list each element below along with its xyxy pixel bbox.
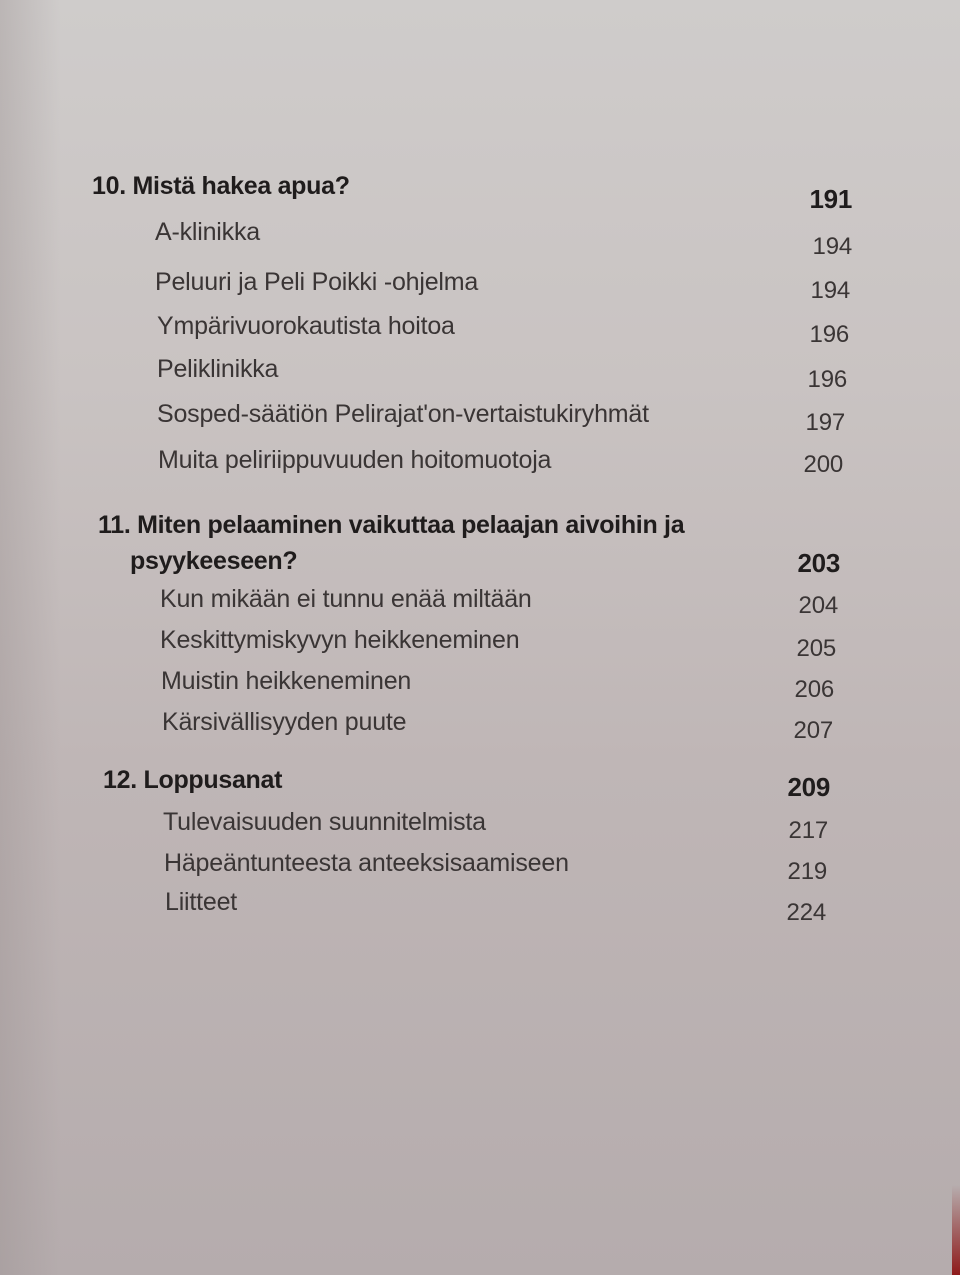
chapter-11-page-row: [780, 548, 840, 579]
section-entry: [157, 312, 849, 348]
chapter-title-line-2: psyykeeseen?: [130, 547, 298, 575]
page-number: 197: [805, 409, 845, 436]
page-number: 191: [809, 184, 852, 214]
section-entry: [155, 268, 850, 304]
page-number: 217: [788, 817, 828, 844]
section-title: Kärsivällisyyden puute: [162, 708, 407, 736]
chapter-10-entry: [92, 170, 852, 214]
section-title: Muita peliriippuvuuden hoitomuotoja: [158, 446, 552, 474]
section-title: Peliklinikka: [157, 355, 279, 383]
page-number: 219: [787, 858, 827, 885]
section-title: Häpeäntunteesta anteeksisaamiseen: [164, 849, 569, 877]
section-title: Liitteet: [165, 888, 238, 916]
page-shadow: [0, 0, 60, 1275]
section-title: Tulevaisuuden suunnitelmista: [163, 808, 486, 836]
page-number: 194: [810, 277, 850, 304]
chapter-title: 10. Mistä hakea apua?: [92, 172, 350, 200]
page-number: 206: [794, 676, 834, 703]
section-entry: [165, 888, 826, 926]
chapter-title-line-1: 11. Miten pelaaminen vaikuttaa pelaajan aivoihin ja: [98, 511, 685, 539]
section-title: Muistin heikkeneminen: [161, 667, 412, 695]
page-number: 205: [796, 635, 836, 662]
section-entry: [160, 626, 836, 662]
section-entry: [162, 708, 833, 744]
section-title: Kun mikään ei tunnu enää miltään: [160, 585, 532, 613]
page-number: 203: [797, 548, 840, 578]
section-title: Keskittymiskyvyn heikkeneminen: [160, 626, 520, 654]
section-entry: [164, 849, 827, 885]
chapter-12-entry: [103, 764, 830, 802]
section-entry: [158, 446, 843, 478]
chapter-title: 12. Loppusanat: [103, 766, 283, 794]
page-number: 209: [787, 772, 830, 802]
page-number: 196: [809, 321, 849, 348]
section-entry: [160, 585, 838, 619]
page-number: 200: [803, 451, 843, 478]
section-entry: [161, 667, 834, 703]
section-title: Ympärivuorokautista hoitoa: [157, 312, 455, 340]
chapter-11-title: [98, 507, 684, 579]
section-entry: [155, 218, 852, 260]
page-number: 194: [812, 233, 852, 260]
book-cover-edge: [952, 1185, 960, 1275]
section-entry: [163, 808, 828, 844]
section-entry: [157, 355, 847, 393]
section-title: Sosped-säätiön Pelirajat'on-vertaistukiryhmät: [157, 400, 649, 428]
section-title: A-klinikka: [155, 218, 260, 246]
section-title: Peluuri ja Peli Poikki -ohjelma: [155, 268, 479, 296]
section-entry: [157, 400, 845, 436]
page-number: 196: [807, 366, 847, 393]
page-number: 207: [793, 717, 833, 744]
page-number: 204: [798, 592, 838, 619]
page-number: 224: [786, 899, 826, 926]
